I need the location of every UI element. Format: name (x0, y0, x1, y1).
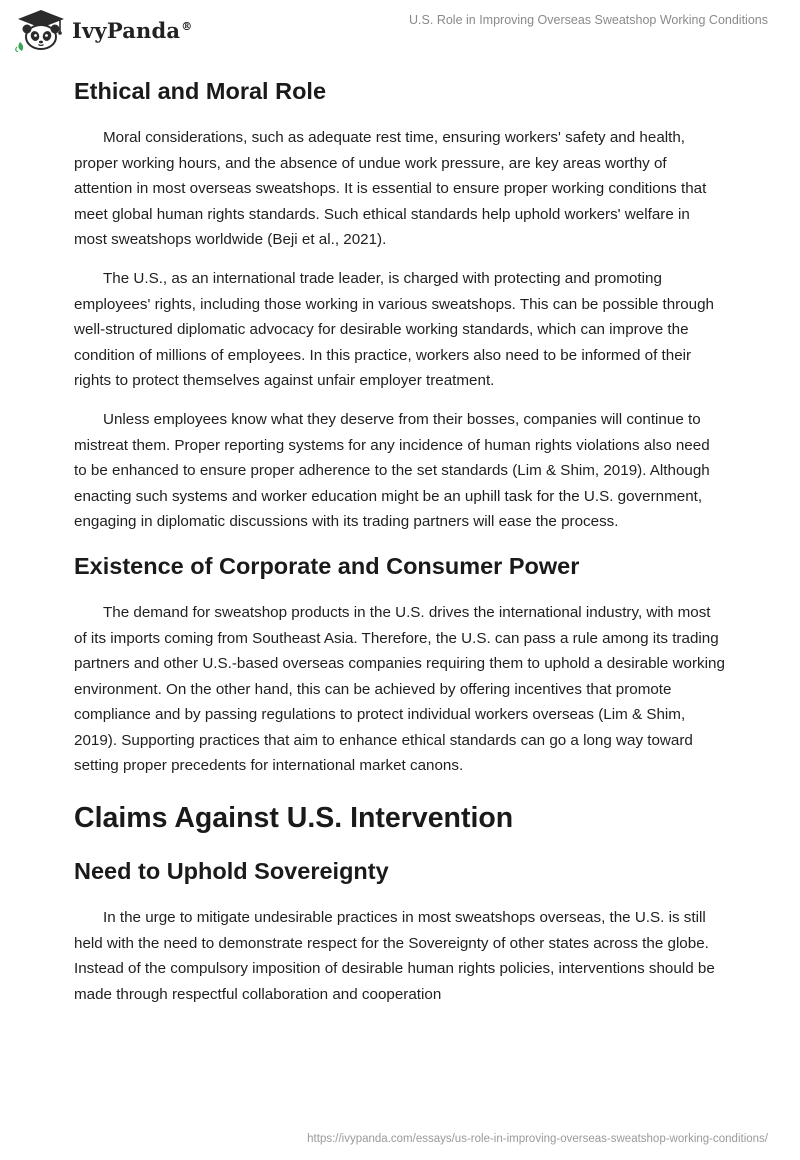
heading-claims-against-intervention: Claims Against U.S. Intervention (74, 802, 514, 835)
paragraph: The demand for sweatshop products in the U.S. drives the international industry, with most of its imports coming from Southeast Asia. Therefore, the U.S. can pass a rule among its trading partners and other U.S.-based overseas companies requiring them to uphold a desirable working environment. On the other hand, this can be achieved by offering incentives that promote compliance and by passing regulations to protect individual workers overseas (Lim & Shim, 2019). Supporting practices that aim to enhance ethical standards can go a long way toward setting proper precedents for international market canons. (74, 603, 725, 775)
heading-corporate-consumer-power: Existence of Corporate and Consumer Power (74, 552, 580, 579)
panda-graduate-icon (14, 8, 68, 52)
logo-text: IvyPanda® (72, 17, 193, 43)
heading-ethical-moral-role: Ethical and Moral Role (74, 78, 327, 104)
paragraph: Unless employees know what they deserve from their bosses, companies will continue to mistreat them. Proper reporting systems for any incidence of human rights violations also need to be enhanced to ensure proper adherence to the set standards (Lim & Shim, 2019). Although enacting such systems and worker education might be an uphill task for the U.S. government, engaging in diplomatic discussions with its trading partners will ease the process. (74, 410, 710, 531)
logo[interactable] (14, 8, 192, 52)
paragraph: The U.S., as an international trade leader, is charged with protecting and promoting employees' rights, including those working in various sweatshops. This can be possible through well-structured diplomatic advocacy for desirable working standards, which can improve the condition of millions of employees. In this practice, workers also need to be informed of their rights to protect themselves against unfair employer treatment. (74, 269, 715, 390)
paragraph: Moral considerations, such as adequate rest time, ensuring workers' safety and health, proper working hours, and the absence of undue work pressure, are key areas worthy of attention in most overseas sweatshops. It is essential to ensure proper working conditions that meet global human rights standards. Such ethical standards help uphold workers' welfare in most sweatshops worldwide (Beji et al., 2021). (74, 129, 707, 249)
article-body (74, 72, 726, 1007)
running-title: U.S. Role in Improving Overseas Sweatshop Working Conditions (409, 13, 768, 27)
paragraph: In the urge to mitigate undesirable practices in most sweatshops overseas, the U.S. is still held with the need to demonstrate respect for the Sovereignty of other states across the globe. Instead of the compulsory imposition of desirable human rights policies, interventions should be made through respectful collaboration and cooperation (74, 909, 715, 1003)
page-header (0, 0, 800, 60)
heading-uphold-sovereignty: Need to Uphold Sovereignty (74, 858, 389, 885)
source-url[interactable]: https://ivypanda.com/essays/us-role-in-improving-overseas-sweatshop-working-conditions/ (307, 1133, 768, 1145)
